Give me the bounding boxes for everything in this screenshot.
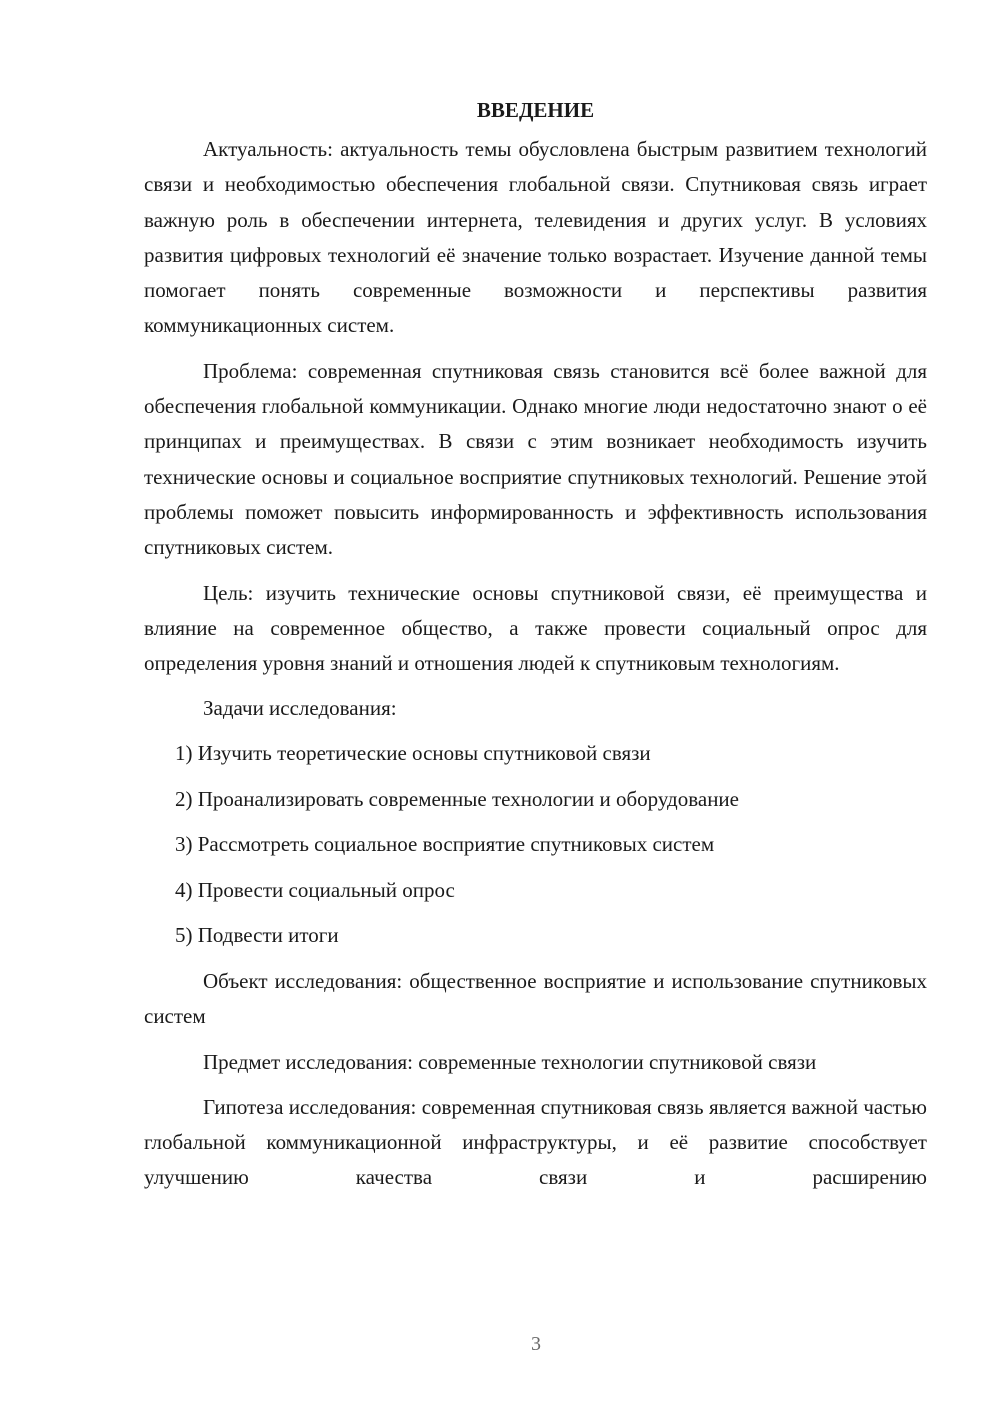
document-page <box>144 92 927 1196</box>
paragraph-relevance: Актуальность: актуальность темы обусловлена быстрым развитием технологий связи и необходимостью обеспечения глобальной связи. Спутниковая связь играет важную роль в обеспечении интернета, телевидения и других услуг. В условиях развития цифровых технологий её значение только возрастает. Изучение данной темы помогает понять современные возможности и перспективы развития коммуникационных систем. <box>144 137 927 338</box>
task-item: 4) Провести социальный опрос <box>175 877 455 902</box>
task-list <box>144 736 927 953</box>
task-item: 1) Изучить теоретические основы спутниковой связи <box>175 741 651 766</box>
page-number: 3 <box>531 1333 541 1355</box>
paragraph-object: Объект исследования: общественное восприятие и использование спутниковых систем <box>144 968 927 1029</box>
paragraph-subject: Предмет исследования: современные технологии спутниковой связи <box>203 1049 817 1074</box>
paragraph-problem: Проблема: современная спутниковая связь становится всё более важной для обеспечения глобальной коммуникации. Однако многие люди недостаточно знают о её принципах и преимуществах. В связи с этим возникает необходимость изучить технические основы и социальное восприятие спутниковых технологий. Решение этой проблемы поможет повысить информированность и эффективность использования спутниковых систем. <box>144 358 927 560</box>
paragraph-hypothesis: Гипотеза исследования: современная спутниковая связь является важной частью глобальной коммуникационной инфраструктуры, и её развитие способствует улучшению качества связи и расширению <box>144 1094 927 1190</box>
task-item: 5) Подвести итоги <box>175 923 339 948</box>
task-item: 2) Проанализировать современные технологии и оборудование <box>175 786 739 811</box>
tasks-heading: Задачи исследования: <box>203 696 397 721</box>
paragraph-goal: Цель: изучить технические основы спутниковой связи, её преимущества и влияние на современное общество, а также провести социальный опрос для определения уровня знаний и отношения людей к спутниковым технологиям. <box>144 580 927 676</box>
task-item: 3) Рассмотреть социальное восприятие спутниковых систем <box>175 832 715 857</box>
page-title: ВВЕДЕНИЕ <box>476 98 595 122</box>
